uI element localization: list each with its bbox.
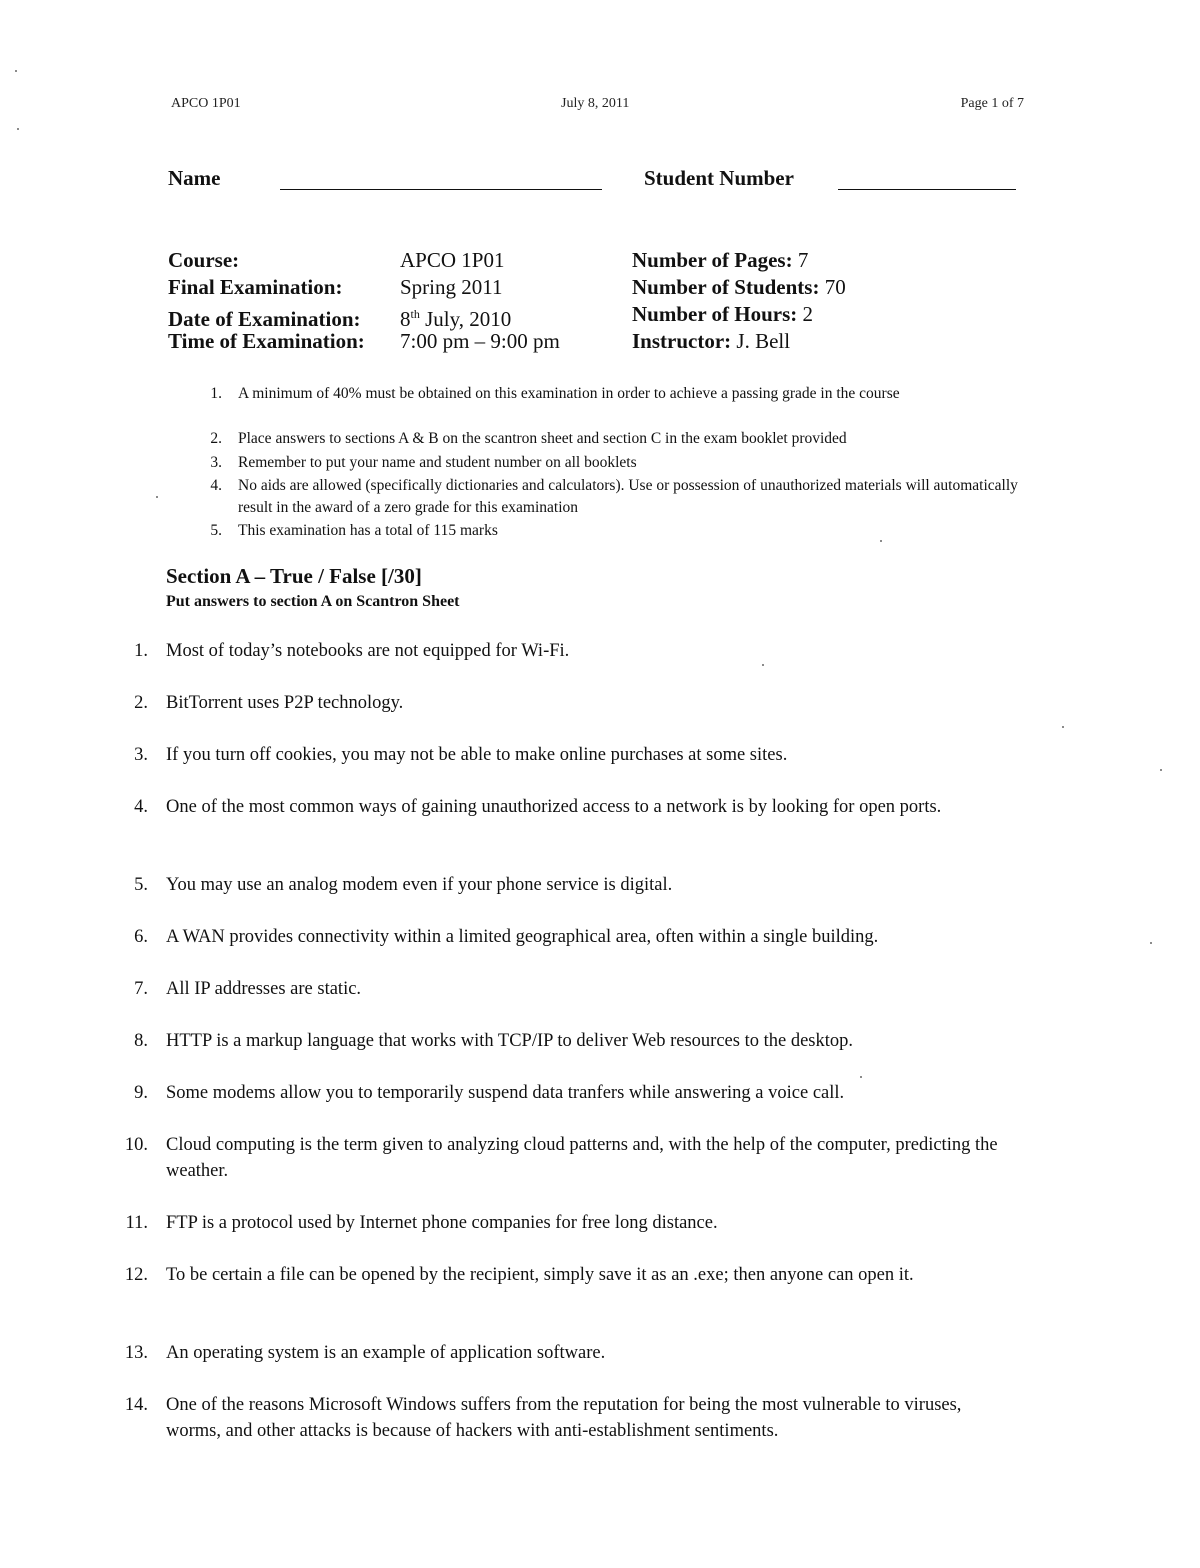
pages-label: Number of Pages: bbox=[632, 248, 793, 272]
question-number: 2. bbox=[134, 693, 148, 713]
question-text: One of the reasons Microsoft Windows suffers from the reputation for being the most vulnerable to viruses, worms, and other attacks is because of hackers with anti-establishment sentiments. bbox=[166, 1395, 962, 1441]
instruction-text: No aids are allowed (specifically dictionaries and calculators). Use or possession of unauthorized materials will automatically result in the award of a zero grade for this examination bbox=[238, 477, 1018, 516]
scan-speck bbox=[1062, 726, 1064, 728]
question-text: One of the most common ways of gaining unauthorized access to a network is by looking for open ports. bbox=[166, 797, 942, 817]
final-exam-value: Spring 2011 bbox=[400, 275, 503, 299]
instruction-item bbox=[198, 520, 1028, 542]
time-row bbox=[168, 328, 560, 355]
question-text: All IP addresses are static. bbox=[166, 979, 362, 999]
header-course-code: APCO 1P01 bbox=[171, 96, 241, 111]
name-label: Name bbox=[168, 166, 221, 190]
hours-label: Number of Hours: bbox=[632, 302, 798, 326]
question-number: 5. bbox=[134, 875, 148, 895]
scan-speck bbox=[1150, 942, 1152, 944]
final-exam-label: Final Examination: bbox=[168, 275, 343, 299]
students-value: 70 bbox=[824, 275, 846, 299]
instruction-number: 5. bbox=[210, 522, 222, 539]
pages-value: 7 bbox=[797, 248, 809, 272]
question-number: 1. bbox=[134, 641, 148, 661]
section-subtitle: Put answers to section A on Scantron Sheet bbox=[166, 593, 460, 610]
date-ordinal: th bbox=[410, 307, 420, 321]
instruction-number: 4. bbox=[210, 477, 222, 494]
instruction-item bbox=[198, 383, 1028, 427]
scan-speck bbox=[1160, 769, 1162, 771]
instruction-number: 3. bbox=[210, 454, 222, 471]
instructor-row bbox=[632, 328, 790, 355]
question-number: 11. bbox=[125, 1213, 148, 1233]
student-number-blank-line bbox=[838, 189, 1016, 190]
hours-value: 2 bbox=[802, 302, 814, 326]
question-text: An operating system is an example of application software. bbox=[166, 1343, 606, 1363]
question-text: You may use an analog modem even if your phone service is digital. bbox=[166, 875, 673, 895]
scan-speck bbox=[860, 1076, 862, 1078]
question-text: Most of today’s notebooks are not equipped for Wi-Fi. bbox=[166, 641, 570, 661]
question-number: 4. bbox=[134, 797, 148, 817]
student-number-label: Student Number bbox=[644, 166, 794, 190]
question-text: Some modems allow you to temporarily suspend data tranfers while answering a voice call. bbox=[166, 1083, 845, 1103]
hours-row bbox=[632, 301, 813, 328]
instruction-text: A minimum of 40% must be obtained on this examination in order to achieve a passing grade in the course bbox=[238, 385, 900, 402]
date-label: Date of Examination: bbox=[168, 307, 361, 331]
date-rest: July, 2010 bbox=[419, 307, 512, 331]
students-row bbox=[632, 274, 846, 301]
instruction-item bbox=[198, 428, 1028, 450]
course-value: APCO 1P01 bbox=[400, 248, 505, 272]
course-row bbox=[168, 247, 504, 274]
question-text: HTTP is a markup language that works with TCP/IP to deliver Web resources to the desktop. bbox=[166, 1031, 854, 1051]
scan-speck bbox=[762, 664, 764, 666]
question-number: 10. bbox=[124, 1135, 148, 1155]
instructor-label: Instructor: bbox=[632, 329, 732, 353]
instruction-item bbox=[198, 452, 1028, 474]
instruction-item bbox=[198, 475, 1028, 519]
question-text: If you turn off cookies, you may not be able to make online purchases at some sites. bbox=[166, 745, 788, 765]
instruction-number: 2. bbox=[210, 430, 222, 447]
instruction-text: This examination has a total of 115 marks bbox=[238, 522, 498, 539]
instruction-text: Place answers to sections A & B on the scantron sheet and section C in the exam booklet provided bbox=[238, 430, 847, 447]
final-exam-row bbox=[168, 274, 502, 301]
scan-speck bbox=[15, 70, 17, 72]
question-number: 13. bbox=[124, 1343, 148, 1363]
header-page-number: Page 1 of 7 bbox=[960, 96, 1024, 111]
instruction-text: Remember to put your name and student number on all booklets bbox=[238, 454, 637, 471]
time-label: Time of Examination: bbox=[168, 329, 365, 353]
question-number: 8. bbox=[134, 1031, 148, 1051]
question-text: BitTorrent uses P2P technology. bbox=[166, 693, 404, 713]
instruction-number: 1. bbox=[210, 385, 222, 402]
question-number: 12. bbox=[124, 1265, 148, 1285]
students-label: Number of Students: bbox=[632, 275, 820, 299]
question-text: FTP is a protocol used by Internet phone companies for free long distance. bbox=[166, 1213, 718, 1233]
course-label: Course: bbox=[168, 248, 240, 272]
question-number: 3. bbox=[134, 745, 148, 765]
question-number: 14. bbox=[124, 1395, 148, 1415]
question-text: A WAN provides connectivity within a limited geographical area, often within a single building. bbox=[166, 927, 879, 947]
question-number: 9. bbox=[134, 1083, 148, 1103]
scan-speck bbox=[156, 496, 158, 498]
question-text: Cloud computing is the term given to analyzing cloud patterns and, with the help of the computer, predicting the weather. bbox=[166, 1135, 998, 1181]
scan-speck bbox=[880, 540, 882, 542]
section-title: Section A – True / False [/30] bbox=[166, 564, 422, 588]
question-number: 7. bbox=[134, 979, 148, 999]
question-text: To be certain a file can be opened by the recipient, simply save it as an .exe; then anyone can open it. bbox=[166, 1265, 914, 1285]
scan-speck bbox=[17, 128, 19, 130]
date-day: 8 bbox=[400, 307, 411, 331]
time-value: 7:00 pm – 9:00 pm bbox=[400, 329, 560, 353]
name-blank-line bbox=[280, 189, 602, 190]
pages-row bbox=[632, 247, 808, 274]
question-number: 6. bbox=[134, 927, 148, 947]
instructor-value: J. Bell bbox=[736, 329, 791, 353]
header-date: July 8, 2011 bbox=[561, 96, 630, 111]
